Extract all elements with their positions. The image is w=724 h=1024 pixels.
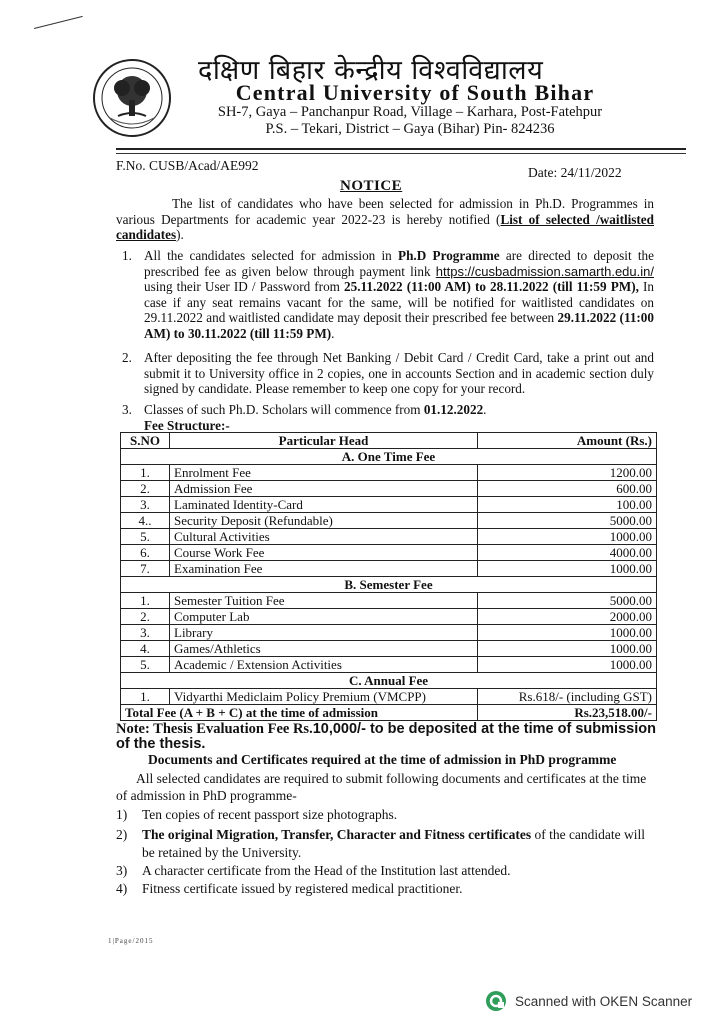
fee-row-head: Library [170,625,478,641]
fee-row [121,529,657,545]
document-item-3-text: A character certificate from the Head of the Institution last attended. [142,863,511,878]
header-amount: Amount (Rs.) [478,433,657,449]
document-item-4-number: 4) [116,881,128,896]
fee-section-row [121,449,657,465]
point-3-end: . [483,402,487,417]
fee-row-amount: 1000.00 [478,561,657,577]
header-sno: S.NO [121,433,170,449]
fee-row-head: Computer Lab [170,609,478,625]
document-item-2-bold: The original Migration, Transfer, Character and Fitness certificates [142,827,532,842]
address-line-1: SH-7, Gaya – Panchanpur Road, Village – Karhara, Post-Fatehpur [217,104,603,120]
fee-row [121,481,657,497]
document-item-1-number: 1) [116,807,128,822]
document-item-2-number: 2) [116,827,128,842]
fee-table [120,432,657,721]
fee-row [121,593,657,609]
notice-date: Date: 24/11/2022 [528,165,622,180]
fee-row-sno: 2. [121,609,170,625]
point-1-part-e: In case if any seat remains vacant for the same, will be notified for waitlisted candidates on 29.11.2022 and waitlisted candidate may deposit their prescribed fee between [144,279,654,325]
fee-section-title: C. Annual Fee [121,673,657,689]
point-1-number: 1. [122,248,132,263]
payment-link[interactable]: https://cusbadmission.samarth.edu.in/ [435,263,654,279]
document-item-2-text [142,826,656,862]
fee-row [121,609,657,625]
fee-row-amount: 5000.00 [478,513,657,529]
point-3-number: 3. [122,402,132,417]
point-2-number: 2. [122,350,132,365]
point-1-deadline: 25.11.2022 (11:00 AM) to 28.11.2022 (till 11:59 PM), [344,279,639,294]
fee-row-amount: 2000.00 [478,609,657,625]
header-rule-thin [116,153,686,154]
document-item-4-text: Fitness certificate issued by registered medical practitioner. [142,881,463,896]
document-item-3-number: 3) [116,863,128,878]
fee-row [121,641,657,657]
fee-row-head: Security Deposit (Refundable) [170,513,478,529]
fee-section-title: A. One Time Fee [121,449,657,465]
scanner-watermark [485,990,692,1012]
fee-section-row [121,577,657,593]
notice-title: NOTICE [340,178,403,194]
point-1-part-c: are directed to deposit the prescribed fee as given below through payment link [144,248,654,279]
fee-row-amount: 4000.00 [478,545,657,561]
fee-row-head: Academic / Extension Activities [170,657,478,673]
document-item-2-rest: of the candidate will be retained by the University. [142,827,646,860]
fee-row-sno: 3. [121,497,170,513]
intro-end: ). [176,227,184,242]
point-2 [116,350,654,397]
point-1 [116,248,654,341]
scanner-text: Scanned with OKEN Scanner [515,993,693,1009]
fee-row-sno: 5. [121,657,170,673]
intro-paragraph [116,196,654,243]
fee-row [121,465,657,481]
fee-row-amount: 1000.00 [478,625,657,641]
total-label: Total Fee (A + B + C) at the time of admission [121,705,478,721]
fee-row-amount: 1200.00 [478,465,657,481]
fee-row-sno: 4. [121,641,170,657]
fee-row [121,561,657,577]
document-item-1-text: Ten copies of recent passport size photographs. [142,807,398,822]
classes-start-date: 01.12.2022 [423,402,484,417]
fee-row-head: Examination Fee [170,561,478,577]
documents-heading: Documents and Certificates required at the time of admission in PhD programme [148,752,617,767]
university-name-hindi: दक्षिण बिहार केन्द्रीय विश्वविद्यालय [198,55,544,86]
university-seal-logo [92,58,172,138]
fee-section-row [121,673,657,689]
fee-row-head: Games/Athletics [170,641,478,657]
note-text: 10,000/- to be deposited at the time of submission of the thesis. [116,721,656,752]
point-3-body: Classes of such Ph.D. Scholars will commence from [144,402,424,417]
fee-row-sno: 2. [121,481,170,497]
point-3-text [144,402,654,418]
fee-row-amount: 1000.00 [478,657,657,673]
fee-row-head: Cultural Activities [170,529,478,545]
fee-row [121,657,657,673]
intro-text: The list of candidates who have been selected for admission in Ph.D. Programmes in various Departments for academic year 2022-23 is hereby notified ( [116,196,654,227]
fee-row-amount: 1000.00 [478,529,657,545]
point-1-programme: Ph.D Programme [398,248,500,263]
pen-mark [34,16,85,39]
fee-row [121,497,657,513]
point-3 [116,402,654,433]
point-1-waitlist-deadline: 29.11.2022 (11:00 AM) to 30.11.2022 (till 11:59 PM) [144,310,654,341]
fee-row [121,513,657,529]
fee-total-row [121,705,657,721]
fee-row-amount: 600.00 [478,481,657,497]
fee-row-sno: 4.. [121,513,170,529]
fee-table-header [121,433,657,449]
university-name-english: Central University of South Bihar [235,80,595,105]
fee-row-sno: 3. [121,625,170,641]
fee-structure-label: Fee Structure:- [144,417,230,433]
point-1-part-d: using their User ID / Password from [144,279,345,294]
university-address [170,104,650,138]
fee-row-head: Vidyarthi Mediclaim Policy Premium (VMCPP) [170,689,478,705]
point-1-text [144,248,654,341]
fee-row-sno: 1. [121,465,170,481]
fee-row-sno: 1. [121,689,170,705]
address-line-2: P.S. – Tekari, District – Gaya (Bihar) Pin- 824236 [265,121,555,137]
point-1-part-a: All the candidates selected for admission in [144,248,399,263]
fee-row-sno: 7. [121,561,170,577]
selected-list-link[interactable]: List of selected /waitlisted candidates [116,211,654,242]
header-particular: Particular Head [170,433,478,449]
thesis-fee-note [116,722,656,752]
point-2-text: After depositing the fee through Net Banking / Debit Card / Credit Card, take a print out and submit it to University office in 2 copies, one in accounts Section and in academic section duly signed by candidate. Please remember to keep one copy for your record. [144,350,654,396]
fee-row-head: Course Work Fee [170,545,478,561]
fee-row-sno: 5. [121,529,170,545]
page-marker: 1|Page/2015 [108,937,154,945]
fee-section-title: B. Semester Fee [121,577,657,593]
fee-row-head: Semester Tuition Fee [170,593,478,609]
fee-table-body [121,449,657,705]
fee-row-amount: Rs.618/- (including GST) [478,689,657,705]
fee-row [121,625,657,641]
fee-row-amount: 5000.00 [478,593,657,609]
documents-intro: All selected candidates are required to submit following documents and certificates at the time of admission in PhD programme- [116,771,647,803]
fee-row-head: Enrolment Fee [170,465,478,481]
fee-row-head: Admission Fee [170,481,478,497]
fee-row-head: Laminated Identity-Card [170,497,478,513]
fee-row-amount: 1000.00 [478,641,657,657]
header-rule-thick [116,148,686,150]
point-1-end: . [331,325,335,341]
scanner-logo-icon [485,990,507,1012]
file-number: F.No. CUSB/Acad/AE992 [116,158,259,173]
fee-row [121,545,657,561]
fee-row-sno: 1. [121,593,170,609]
total-amount: Rs.23,518.00/- [478,705,657,721]
fee-row-sno: 6. [121,545,170,561]
fee-row [121,689,657,705]
note-lead: Note: Thesis Evaluation Fee Rs. [116,721,313,737]
fee-row-amount: 100.00 [478,497,657,513]
